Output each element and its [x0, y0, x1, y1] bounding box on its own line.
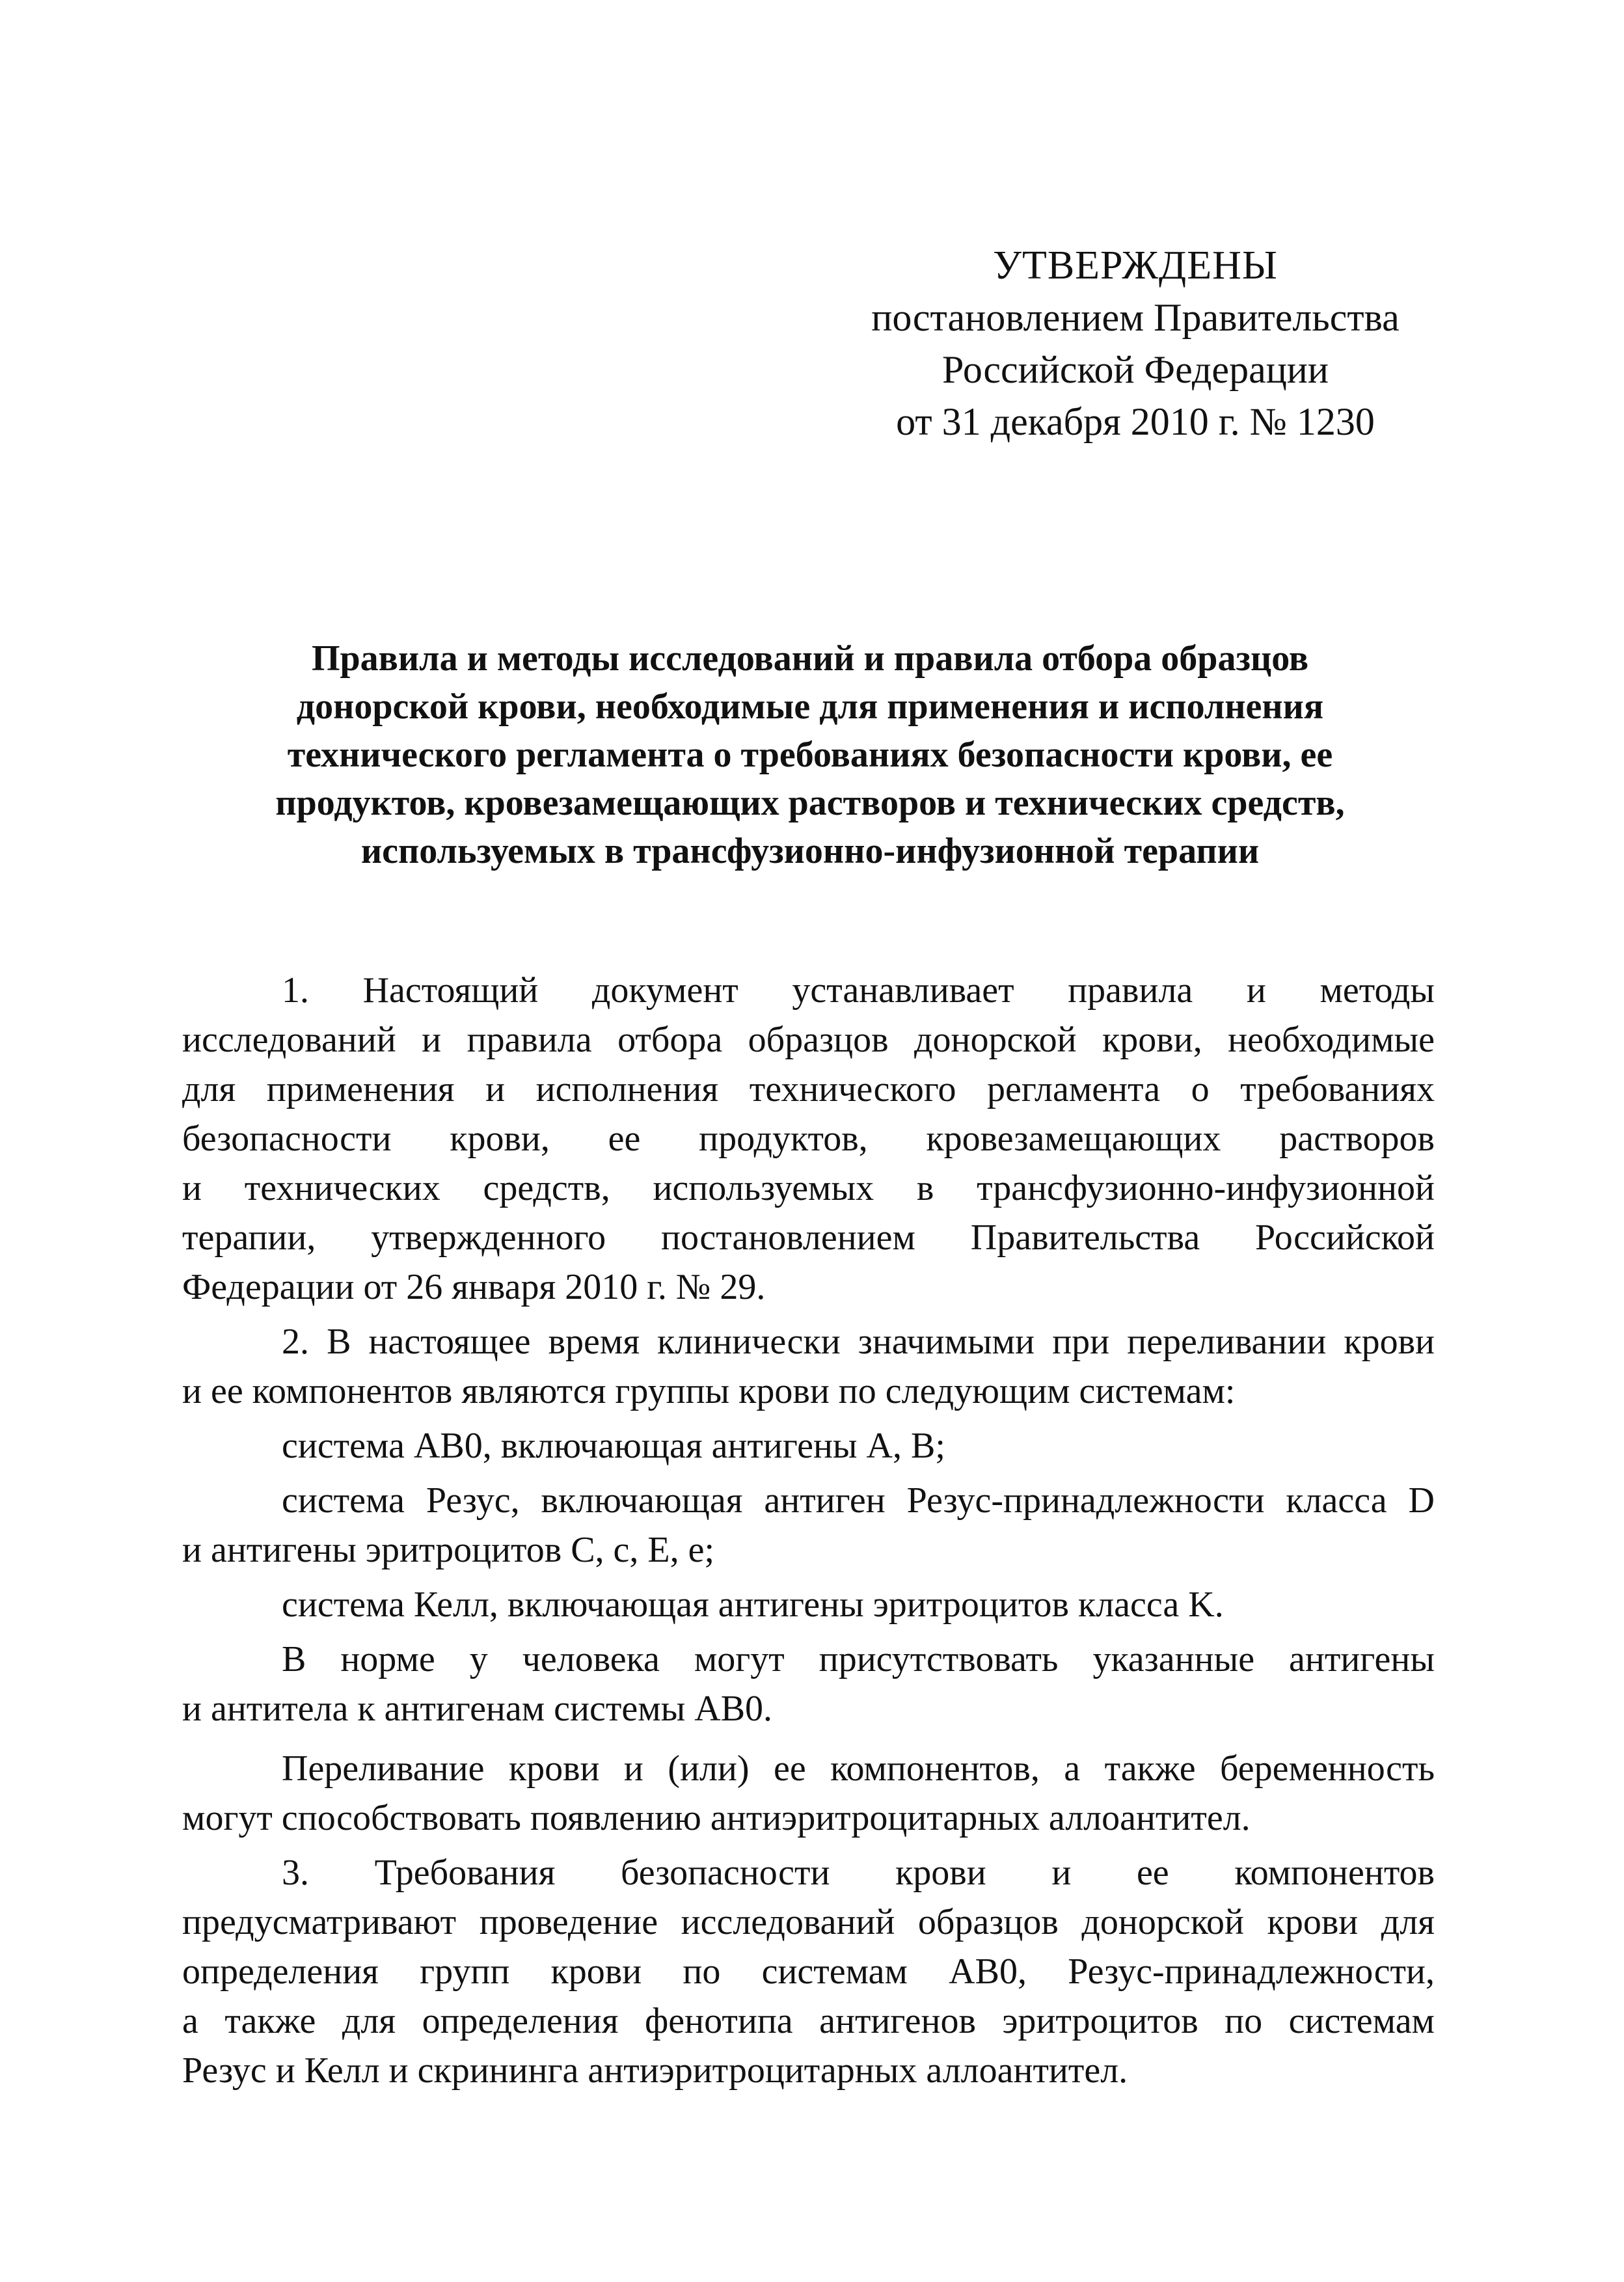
document-title [182, 634, 1438, 875]
paragraph-line: а также для определения фенотипа антигенов эритроцитов по системам [182, 2001, 1435, 2041]
paragraph-line: безопасности крови, ее продуктов, кровезамещающих растворов [182, 1119, 1435, 1159]
paragraph-8 [182, 1848, 1435, 2095]
paragraph-7 [182, 1744, 1435, 1843]
paragraph-line: 3. Требования безопасности крови и ее компонентов [282, 1853, 1435, 1893]
paragraph-line: и антитела к антигенам системы AB0. [182, 1689, 773, 1729]
paragraph-line: предусматривают проведение исследований образцов донорской крови для [182, 1902, 1435, 1942]
paragraph-5 [182, 1580, 1435, 1629]
paragraph-1 [182, 966, 1435, 1312]
paragraph-line: 1. Настоящий документ устанавливает правила и методы [282, 970, 1435, 1011]
paragraph-line: и ее компонентов являются группы крови по следующим системам: [182, 1371, 1236, 1411]
paragraph-line: для применения и исполнения технического регламента о требованиях [182, 1069, 1435, 1109]
paragraph-line: и антигены эритроцитов C, c, E, e; [182, 1530, 715, 1570]
paragraph-line: Федерации от 26 января 2010 г. № 29. [182, 1267, 766, 1307]
approval-line-3: от 31 декабря 2010 г. № 1230 [896, 400, 1375, 443]
paragraph-line: Резус и Келл и скрининга антиэритроцитарных аллоантител. [182, 2050, 1128, 2091]
title-line-5: используемых в трансфузионно-инфузионной терапии [360, 831, 1260, 871]
paragraph-line: 2. В настоящее время клинически значимыми при переливании крови [282, 1322, 1435, 1362]
paragraph-3 [182, 1421, 1435, 1471]
approval-block [807, 239, 1464, 448]
title-line-4: продуктов, кровезамещающих растворов и технических средств, [275, 783, 1345, 823]
paragraph-line: система Келл, включающая антигены эритроцитов класса K. [282, 1584, 1224, 1625]
title-line-1: Правила и методы исследований и правила отбора образцов [311, 638, 1309, 679]
paragraph-2 [182, 1317, 1435, 1416]
approval-line-1: постановлением Правительства [871, 296, 1400, 339]
paragraph-line: система Резус, включающая антиген Резус-принадлежности класса D [282, 1480, 1435, 1521]
paragraph-line: терапии, утвержденного постановлением Правительства Российской [182, 1217, 1435, 1258]
paragraph-6 [182, 1635, 1435, 1733]
document-body [182, 966, 1435, 2095]
paragraph-line: и технических средств, используемых в трансфузионно-инфузионной [182, 1168, 1435, 1208]
paragraph-line: могут способствовать появлению антиэритроцитарных аллоантител. [182, 1798, 1251, 1838]
title-line-2: донорской крови, необходимые для применения и исполнения [296, 686, 1324, 727]
paragraph-4 [182, 1476, 1435, 1575]
paragraph-line: определения групп крови по системам AB0, Резус-принадлежности, [182, 1951, 1435, 1992]
paragraph-line: В норме у человека могут присутствовать указанные антигены [282, 1639, 1435, 1679]
paragraph-line: система AB0, включающая антигены A, B; [282, 1426, 945, 1466]
title-line-3: технического регламента о требованиях безопасности крови, ее [287, 735, 1333, 775]
approval-heading: УТВЕРЖДЕНЫ [993, 243, 1278, 288]
approval-line-2: Российской Федерации [941, 348, 1329, 391]
paragraph-line: Переливание крови и (или) ее компонентов, а также беременность [282, 1748, 1435, 1789]
paragraph-line: исследований и правила отбора образцов донорской крови, необходимые [182, 1020, 1435, 1060]
